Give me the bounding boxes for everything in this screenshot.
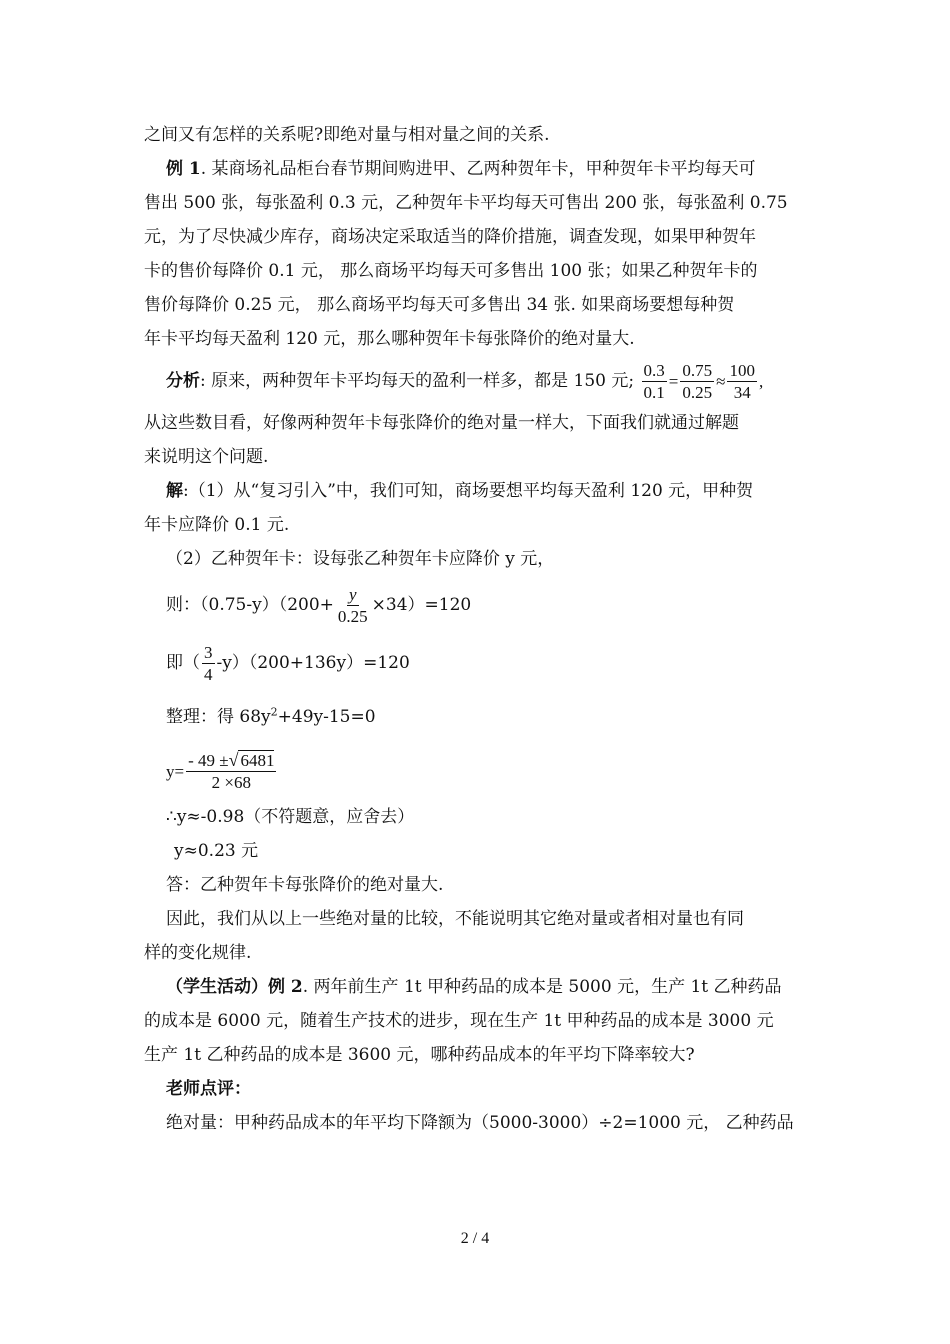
fraction-denominator: 4 — [204, 665, 213, 684]
analysis-label: 分析 — [166, 371, 200, 391]
answer-line: 答：乙种贺年卡每张降价的绝对量大. — [166, 875, 444, 895]
fraction-denominator: 0.25 — [337, 607, 368, 626]
page-number: 2 / 4 — [460, 1230, 490, 1247]
analysis-line — [144, 356, 808, 406]
text-line: 元，为了尽快减少库存，商场决定采取适当的降价措施，调查发现，如果甲种贺年 — [144, 227, 756, 247]
fraction-numerator: 100 — [729, 361, 755, 380]
teacher-review-label: 老师点评： — [166, 1079, 251, 1099]
fraction-3-over-4 — [202, 642, 215, 685]
fraction-denominator: 0.25 — [682, 383, 713, 402]
text-line: 从这些数目看，好像两种贺年卡每张降价的绝对量一样大，下面我们就通过解题 — [144, 413, 739, 433]
text-line: 来说明这个问题. — [144, 447, 269, 467]
equation-1-end: ×34）=120 — [371, 595, 472, 615]
equation-3 — [144, 692, 808, 742]
text-line: 年卡平均每天盈利 120 元，那么哪种贺年卡每张降价的绝对量大. — [144, 329, 635, 349]
fraction-100-over-34 — [727, 360, 757, 403]
example-2-line — [144, 970, 808, 1004]
text-line: 之间又有怎样的关系呢?即绝对量与相对量之间的关系. — [144, 125, 550, 145]
text-line: 年卡应降价 0.1 元. — [144, 515, 290, 535]
fraction-numerator: 3 — [204, 643, 213, 662]
analysis-text: : 原来，两种贺年卡平均每天的盈利一样多，都是 150 元; — [200, 371, 635, 391]
fraction-numerator: y — [349, 585, 357, 604]
result-line: ∴y≈-0.98（不符题意，应舍去） — [166, 807, 415, 827]
fraction-y-over-0.25 — [336, 584, 370, 627]
document-body — [144, 118, 808, 1140]
solution-text: :（1）从“复习引入”中，我们可知，商场要想平均每天盈利 120 元，甲种贺 — [183, 481, 754, 501]
fraction-denominator: 34 — [733, 383, 751, 402]
fraction-numerator — [186, 750, 276, 772]
text-line: 售出 500 张，每张盈利 0.3 元，乙种贺年卡平均每天可售出 200 张，每张盈利 0.75 — [144, 193, 788, 213]
exponent: 2 — [270, 705, 278, 719]
text-line: 的成本是 6000 元，随着生产技术的进步，现在生产 1t 甲种药品的成本是 3000 元 — [144, 1011, 774, 1031]
fraction-denominator: 2 ×68 — [211, 773, 251, 792]
text-line: 样的变化规律. — [144, 943, 252, 963]
result-line: y≈0.23 元 — [174, 841, 259, 861]
fraction-denominator: 0.1 — [643, 383, 665, 402]
equation-2 — [144, 634, 808, 692]
text-line: （2）乙种贺年卡：设每张乙种贺年卡应降价 y 元， — [166, 549, 555, 569]
fraction-0.3-over-0.1 — [642, 360, 667, 403]
quadratic-formula — [144, 742, 808, 800]
equation-3-end: +49y-15=0 — [277, 707, 376, 727]
radicand: 6481 — [240, 751, 275, 770]
text-line: 卡的售价每降价 0.1 元， 那么商场平均每天可多售出 100 张；如果乙种贺年卡的 — [144, 261, 758, 281]
equation-3-start: 整理：得 68y — [166, 707, 271, 727]
sqrt-icon: √ — [228, 750, 239, 770]
y-equals: y= — [166, 761, 185, 781]
fraction-0.75-over-0.25 — [680, 360, 714, 403]
example-2-text: . 两年前生产 1t 甲种药品的成本是 5000 元，生产 1t 乙种药品 — [302, 977, 782, 997]
quadratic-fraction — [186, 750, 276, 793]
text-line: 绝对量：甲种药品成本的年平均下降额为（5000-3000）÷2=1000 元， 乙种药品 — [166, 1113, 794, 1133]
numerator-part: - 49 ± — [188, 751, 229, 770]
text-line: 售价每降价 0.25 元， 那么商场平均每天可多售出 34 张. 如果商场要想每种贺 — [144, 295, 735, 315]
solution-label: 解 — [166, 481, 183, 501]
text-line: 生产 1t 乙种药品的成本是 3600 元，哪种药品成本的年平均下降率较大? — [144, 1045, 695, 1065]
comma: , — [758, 371, 764, 391]
fraction-numerator: 0.75 — [682, 361, 713, 380]
equals-sign: = — [668, 371, 679, 391]
example-1-line — [144, 152, 808, 186]
equation-2-start: 即（ — [166, 653, 200, 673]
equation-1 — [144, 576, 808, 634]
example-1-text: . 某商场礼品柜台春节期间购进甲、乙两种贺年卡，甲种贺年卡平均每天可 — [200, 159, 756, 179]
fraction-numerator: 0.3 — [643, 361, 665, 380]
example-1-label: 例 1 — [166, 159, 201, 179]
approx-sign: ≈ — [716, 371, 726, 391]
text-line: 因此，我们从以上一些绝对量的比较，不能说明其它绝对量或者相对量也有同 — [166, 909, 744, 929]
solution-line — [144, 474, 808, 508]
example-2-label: （学生活动）例 2 — [166, 977, 303, 997]
equation-2-end: -y）（200+136y）=120 — [216, 653, 410, 673]
equation-1-start: 则：（0.75-y）（200+ — [166, 595, 334, 615]
